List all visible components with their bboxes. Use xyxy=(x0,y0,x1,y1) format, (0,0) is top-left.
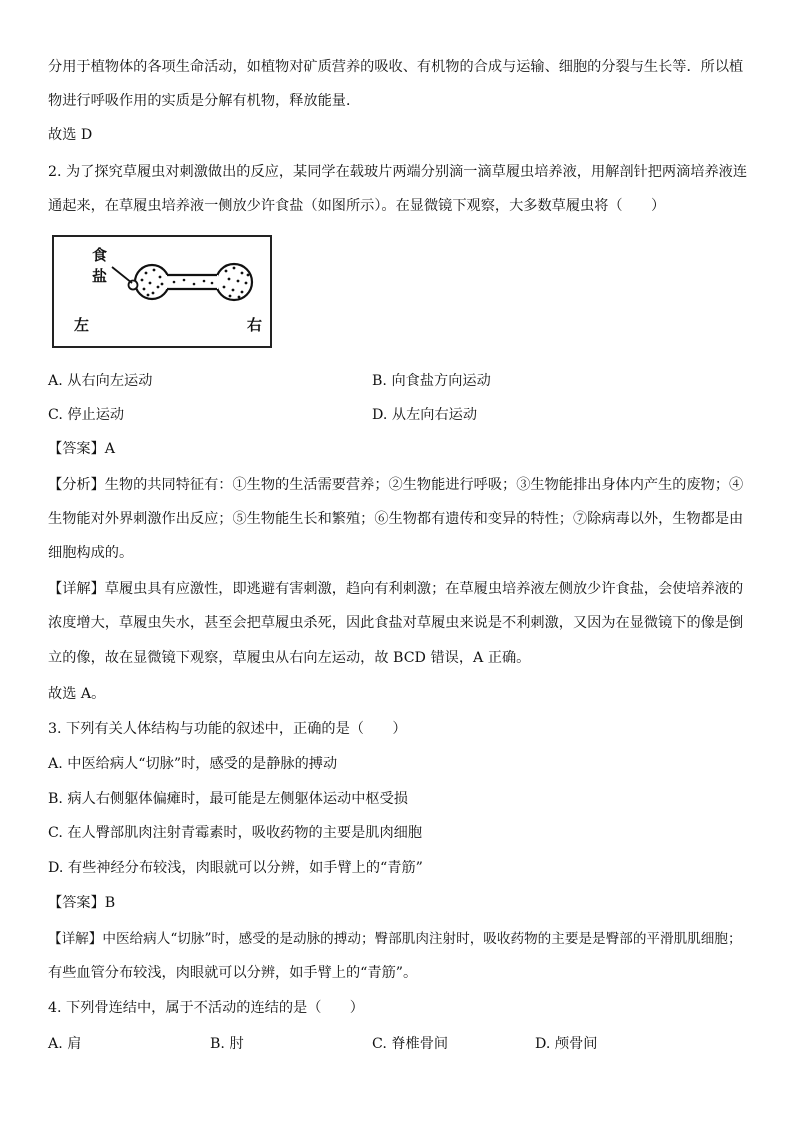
question-2-stem: 2. 为了探究草履虫对刺激做出的反应，某同学在载玻片两端分别滴一滴草履虫培养液，用解剖针把两滴培养液连 xyxy=(48,164,748,180)
paragraph-line: 物进行呼吸作用的实质是分解有机物，释放能量． xyxy=(48,93,361,109)
paragraph-line: 分用于植物体的各项生命活动，如植物对矿质营养的吸收、有机物的合成与运输、细胞的分裂与生长等．所以植 xyxy=(48,59,744,75)
analysis-line: 细胞构成的。 xyxy=(48,545,134,561)
option-c: C. 脊椎骨间 xyxy=(372,1036,449,1052)
detail-line: 浓度增大，草履虫失水，甚至会把草履虫杀死，因此食盐对草履虫来说是不利刺激，又因为在显微镜下的像是倒 xyxy=(48,615,744,631)
option-a: A. 肩 xyxy=(48,1036,82,1052)
option-b: B. 肘 xyxy=(210,1036,244,1052)
paramecium-slide-figure xyxy=(52,235,272,348)
option-b: B. 病人右侧躯体偏瘫时，最可能是左侧躯体运动中枢受损 xyxy=(48,791,408,807)
detail-line: 【详解】中医给病人“切脉”时，感受的是动脉的搏动；臀部肌肉注射时，吸收药物的主要是是臀部的平滑肌肌细胞； xyxy=(48,931,742,947)
detail-line: 有些血管分布较浅，肉眼就可以分辨，如手臂上的“青筋”。 xyxy=(48,965,418,981)
option-c: C. 停止运动 xyxy=(48,407,125,423)
question-3-stem: 3. 下列有关人体结构与功能的叙述中，正确的是（ ） xyxy=(48,721,407,737)
answer-line: 【答案】A xyxy=(48,441,115,457)
salt-label-char-1: 食 xyxy=(92,246,108,264)
option-b: B. 向食盐方向运动 xyxy=(372,373,491,389)
answer-choice-line: 故选 D xyxy=(48,127,93,143)
answer-choice-line: 故选 A。 xyxy=(48,686,106,702)
option-c: C. 在人臀部肌肉注射青霉素时，吸收药物的主要是肌肉细胞 xyxy=(48,825,423,841)
question-4-stem: 4. 下列骨连结中，属于不活动的连结的是（ ） xyxy=(48,1000,364,1016)
option-d: D. 从左向右运动 xyxy=(372,407,478,423)
right-side-label: 右 xyxy=(247,316,263,334)
option-a: A. 中医给病人“切脉”时，感受的是静脉的搏动 xyxy=(48,756,338,772)
detail-line: 立的像，故在显微镜下观察，草履虫从右向左运动，故 BCD 错误，A 正确。 xyxy=(48,650,531,666)
option-d: D. 颅骨间 xyxy=(535,1036,598,1052)
question-2-stem: 通起来，在草履虫培养液一侧放少许食盐（如图所示）。在显微镜下观察，大多数草履虫将（ ） xyxy=(48,198,666,214)
left-side-label: 左 xyxy=(74,316,90,334)
detail-line: 【详解】草履虫具有应激性，即逃避有害刺激，趋向有利刺激；在草履虫培养液左侧放少许食盐，会使培养液的 xyxy=(48,581,744,597)
analysis-line: 【分析】生物的共同特征有：①生物的生活需要营养；②生物能进行呼吸；③生物能排出身体内产生的废物；④ xyxy=(48,477,744,493)
salt-label-char-2: 盐 xyxy=(92,267,108,285)
answer-line: 【答案】B xyxy=(48,895,116,911)
option-d: D. 有些神经分布较浅，肉眼就可以分辨，如手臂上的“青筋” xyxy=(48,860,423,876)
salt-pointer-line xyxy=(112,267,132,283)
analysis-line: 生物能对外界刺激作出反应；⑤生物能生长和繁殖；⑥生物都有遗传和变异的特性；⑦除病毒以外，生物都是由 xyxy=(48,511,744,527)
option-a: A. 从右向左运动 xyxy=(48,373,153,389)
